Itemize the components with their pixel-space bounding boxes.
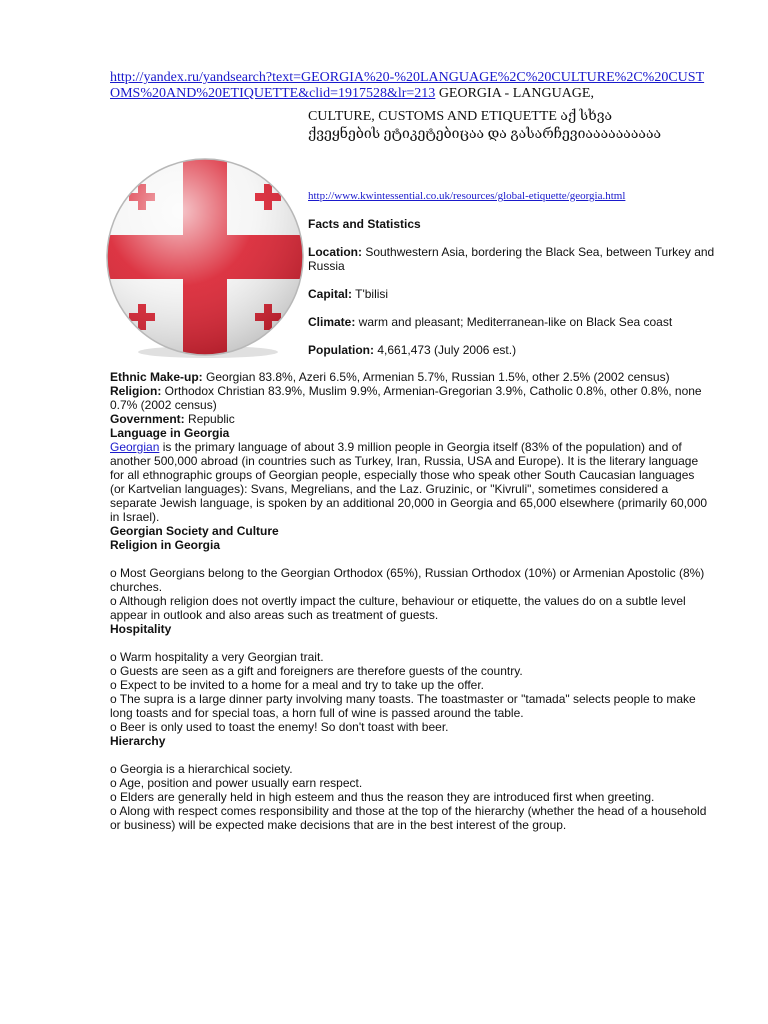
- header-url-block: [110, 70, 710, 102]
- kwintessential-link[interactable]: http://www.kwintessential.co.uk/resources/global-etiquette/georgia.html: [308, 190, 626, 202]
- religion-list: [110, 566, 710, 622]
- population-row: Population: 4,661,473 (July 2006 est.): [308, 343, 517, 357]
- capital-row: Capital: T'bilisi: [308, 287, 389, 301]
- hierarchy-heading: Hierarchy: [110, 734, 166, 748]
- religion-row: Religion: Orthodox Christian 83.9%, Muslim 9.9%, Armenian-Gregorian 3.9%, Catholic 0.8%, other 0.8%, none 0.7% (2002 census): [110, 384, 702, 412]
- facts-column: [308, 188, 718, 357]
- list-item: o Warm hospitality a very Georgian trait.: [110, 650, 324, 664]
- document-body: [110, 370, 710, 832]
- hospitality-list: [110, 650, 710, 734]
- government-row: Government: Republic: [110, 412, 235, 426]
- hierarchy-list: [110, 762, 710, 832]
- list-item: o Beer is only used to toast the enemy! So don't toast with beer.: [110, 720, 449, 734]
- climate-row: Climate: warm and pleasant; Mediterranean-like on Black Sea coast: [308, 315, 673, 329]
- georgian-link[interactable]: Georgian: [110, 440, 160, 454]
- georgia-flag-round-icon: [100, 152, 310, 362]
- document-subtitle: CULTURE, CUSTOMS AND ETIQUETTE აქ სხვა ქვეყნების ეტიკეტებიცაა და გასარჩევიაააააააააა: [308, 109, 662, 142]
- list-item: o Along with respect comes responsibility and those at the top of the hierarchy (whether the head of a household or business) will be expected make decisions that are in the best interest of the group.: [110, 804, 707, 832]
- society-heading: Georgian Society and Culture: [110, 524, 279, 538]
- document-page: [110, 70, 715, 832]
- religion-heading: Religion in Georgia: [110, 538, 221, 552]
- list-item: o Age, position and power usually earn respect.: [110, 776, 363, 790]
- language-paragraph: Georgian is the primary language of about 3.9 million people in Georgia itself (83% of the population) and of another 500,000 abroad (in countries such as Turkey, Iran, Russia, USA and Europe). It is the literary language for all ethnographic groups of Georgian people, especially those who speak other South Caucasian languages (or Kartvelian languages): Svans, Megrelians, and the Laz. Gruzinic, or "Kivruli", sometimes considered a separate Jewish language, is spoken by an additional 20,000 in Georgia and 65,000 elsewhere (primarily 60,000 in Israel).: [110, 440, 708, 524]
- list-item: o Expect to be invited to a home for a meal and try to take up the offer.: [110, 678, 485, 692]
- language-heading: Language in Georgia: [110, 426, 230, 440]
- hospitality-heading: Hospitality: [110, 622, 172, 636]
- facts-heading: Facts and Statistics: [308, 217, 421, 231]
- list-item: o Georgia is a hierarchical society.: [110, 762, 293, 776]
- list-item: o Elders are generally held in high esteem and thus the reason they are introduced first when greeting.: [110, 790, 655, 804]
- ethnic-row: Ethnic Make-up: Georgian 83.8%, Azeri 6.5%, Armenian 5.7%, Russian 1.5%, other 2.5% (2002 census): [110, 370, 670, 384]
- location-row: Location: Southwestern Asia, bordering the Black Sea, between Turkey and Russia: [308, 245, 715, 273]
- list-item: o Most Georgians belong to the Georgian Orthodox (65%), Russian Orthodox (10%) or Armenian Apostolic (8%) churches.: [110, 566, 705, 594]
- list-item: o Guests are seen as a gift and foreigners are therefore guests of the country.: [110, 664, 523, 678]
- list-item: o Although religion does not overtly impact the culture, behaviour or etiquette, the values do on a subtle level appear in outlook and also areas such as treatment of guests.: [110, 594, 686, 622]
- yandex-search-link[interactable]: http://yandex.ru/yandsearch?text=GEORGIA%20-%20LANGUAGE%2C%20CULTURE%2C%20CUSTOMS%20AND%20ETIQUETTE&clid=1917528&lr=213: [110, 70, 705, 101]
- list-item: o The supra is a large dinner party involving many toasts. The toastmaster or "tamada" selects people to make long toasts and for special toas, a horn full of wine is passed around the table.: [110, 692, 696, 720]
- header-title-tail: GEORGIA - LANGUAGE,: [435, 86, 594, 101]
